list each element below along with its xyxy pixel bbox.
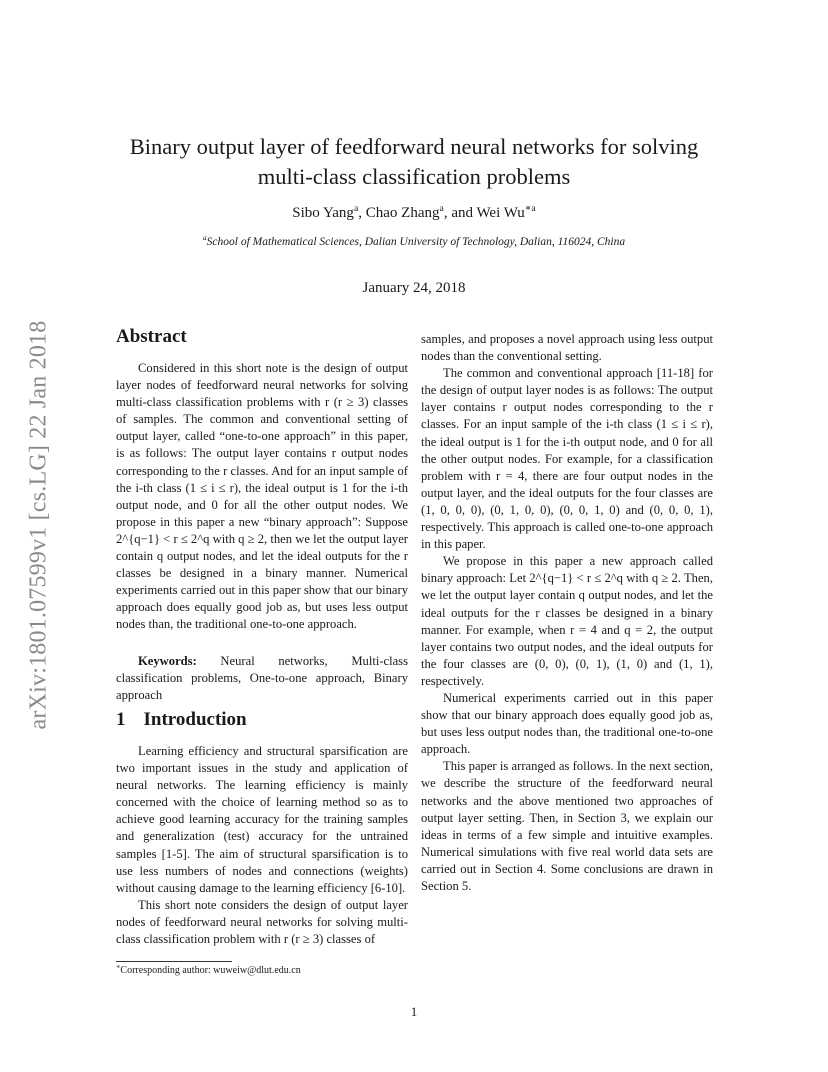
intro-paragraph-2: This short note considers the design of output layer nodes of feedforward neural networks for solving multi-class classification problem with r (r ≥ 3) classes of: [116, 897, 408, 947]
author-name: Wei Wu: [476, 205, 525, 221]
keywords-text: Neural networks, Multi-class classification problems, One-to-one approach, Binary approach: [116, 654, 408, 703]
section-number: 1: [116, 709, 126, 730]
abstract-paragraph: Considered in this short note is the design of output layer nodes of feedforward neural networks for solving multi-class classification problems with r (r ≥ 3) classes of samples. The common and conventional setting of output layer, called “one-to-one approach” in this paper, is as follows: The output layer contains r output nodes corresponding to the r classes. And for an input sample of the i-th class (1 ≤ i ≤ r), the ideal output is 1 for the i-th output node, and 0 for all the other output nodes. We propose in this paper a new “binary approach”: Suppose 2^{q−1} < r ≤ 2^q with q ≥ 2, then we let the output layer contain q output nodes, and let the ideal outputs for the r classes be designed in a binary manner. Numerical experiments carried out in this paper show that our binary approach does equally good job as, but uses less output nodes than, the traditional one-to-one approach.: [116, 361, 408, 632]
author-list: [100, 205, 728, 222]
arxiv-id: arXiv:1801.07599v1 [cs.LG] 22 Jan 2018: [25, 320, 52, 730]
author-name: Sibo Yang: [292, 205, 354, 221]
section-title: Introduction: [143, 709, 247, 730]
right-paragraph-4: This paper is arranged as follows. In the next section, we describe the structure of the feedforward neural networks and the above mentioned two approaches of output layer setting. Then, in Section 3, we explain our ideas in terms of a few simple and intuitive examples. Numerical simulations with five real world data sets are carried out in Section 4. Some conclusions are drawn in Section 5.: [421, 759, 713, 893]
right-paragraph-0: samples, and proposes a novel approach using less output nodes than the conventional setting.: [421, 332, 713, 364]
keywords: [116, 653, 408, 704]
author-affil-mark: a: [439, 203, 444, 214]
paper-title: [100, 132, 728, 192]
right-paragraph-2: We propose in this paper a new approach called binary approach: Let 2^{q−1} < r ≤ 2^q with q ≥ 2. Then, we let the output layer contain q output nodes, and let the ideal outputs for the r classes be designed in a binary manner. For example, when r = 4 and q = 2, the output layer contains two output nodes, and the ideal outputs for the four classes are (0, 0), (0, 1), (1, 0) and (1, 1), respectively.: [421, 554, 713, 688]
footnote-text: Corresponding author: wuweiw@dlut.edu.cn: [120, 965, 301, 976]
title-line-2: multi-class classification problems: [257, 164, 571, 189]
affiliation-mark: a: [202, 233, 207, 243]
page-number: 1: [410, 1004, 418, 1019]
author-separator: ,: [358, 205, 366, 221]
footnote-rule: [116, 961, 232, 962]
right-paragraph-3: Numerical experiments carried out in this paper show that our binary approach does equally good job as, but uses less output nodes than, the traditional one-to-one approach.: [421, 690, 713, 757]
paper-date: January 24, 2018: [362, 280, 466, 296]
footnote: [116, 965, 301, 976]
intro-body: [116, 743, 408, 948]
affiliation-text: School of Mathematical Sciences, Dalian University of Technology, Dalian, 116024, China: [206, 236, 626, 248]
intro-paragraph-1: Learning efficiency and structural sparsification are two important issues in the study and application of neural networks. The learning efficiency is mainly concerned with the choice of learning method so as to achieve good learning accuracy for the training samples and generalization (test) accuracy for the untrained samples [1-5]. The aim of structural sparsification is to use less numbers of nodes and connections (weights) without causing damage to the learning efficiency [6-10].: [116, 744, 408, 895]
right-paragraph-1: The common and conventional approach [11-18] for the design of output layer nodes is as follows: The output layer contains r output nodes corresponding to the r classes. For an input sample of the i-th class (1 ≤ i ≤ r), the ideal output is 1 for the i-th output node, and 0 for all the other output nodes. For example, for a classification problem with r = 4, there are four output nodes in the output layer, and the ideal outputs for the four classes are (1, 0, 0, 0), (0, 1, 0, 0), (0, 0, 1, 0) and (0, 0, 0, 1), respectively. This approach is called one-to-one approach in this paper.: [421, 366, 713, 552]
author-affil-mark: a: [353, 203, 359, 214]
author-affil-mark: ∗a: [524, 203, 536, 214]
author-separator: , and: [443, 205, 477, 221]
abstract-heading: Abstract: [116, 326, 187, 347]
right-column-body: [421, 331, 713, 895]
affiliation: [100, 233, 728, 248]
title-line-1: Binary output layer of feedforward neural networks for solving: [129, 134, 699, 159]
author-name: Chao Zhang: [365, 205, 440, 221]
arxiv-sidebar-stamp: [22, 290, 56, 760]
footnote-mark: ∗: [116, 963, 121, 971]
keywords-label: Keywords:: [138, 654, 197, 668]
section-heading: [116, 709, 247, 731]
abstract-body: [116, 360, 408, 634]
